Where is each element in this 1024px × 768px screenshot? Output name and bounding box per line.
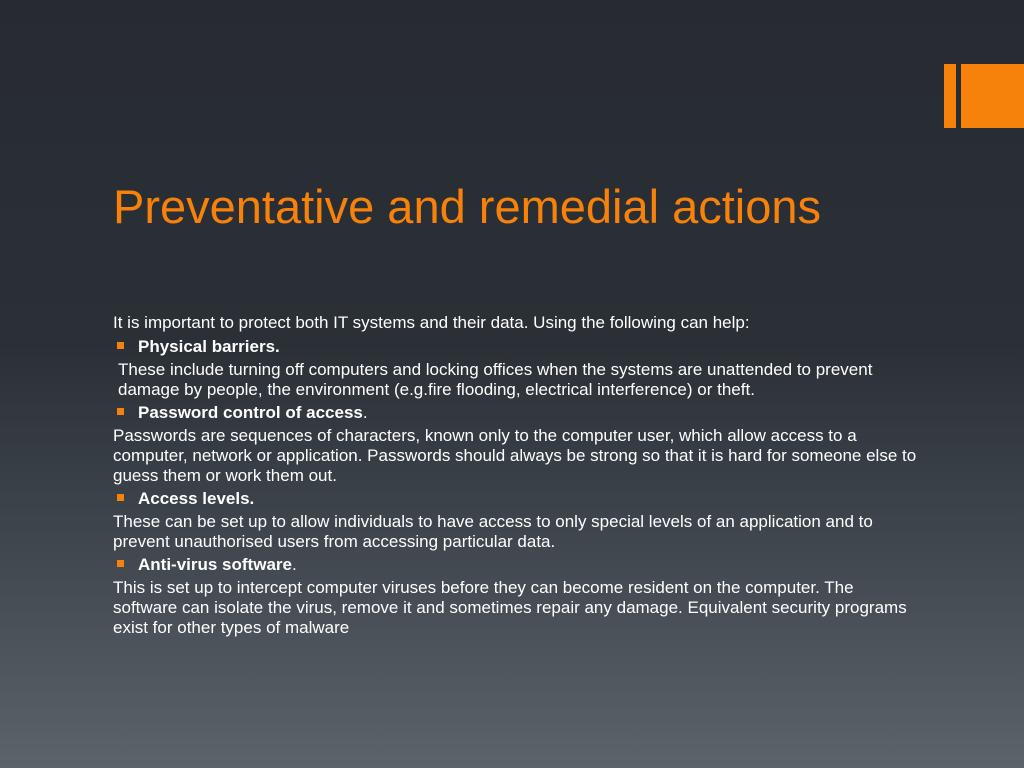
bullet-physical-barriers xyxy=(113,337,918,357)
section-body: These include turning off computers and locking offices when the systems are unattended to prevent damage by people, the environment (e.g.fire flooding, electrical interference) or theft. xyxy=(118,360,873,399)
section-body: This is set up to intercept computer viruses before they can become resident on the computer. The software can isolate the virus, remove it and sometimes repair any damage. Equivalent security programs exist for other types of malware xyxy=(113,578,907,637)
bullet-square-icon xyxy=(117,494,124,501)
bullet-access-levels xyxy=(113,489,918,509)
bullet-square-icon xyxy=(117,408,124,415)
accent-bar-block xyxy=(961,64,1024,128)
bullet-heading: Password control of access xyxy=(138,403,363,422)
bullet-heading-suffix: . xyxy=(291,555,297,574)
intro-text: It is important to protect both IT systems and their data. Using the following can help: xyxy=(113,313,750,332)
section-body: Passwords are sequences of characters, known only to the computer user, which allow access to a computer, network or application. Passwords should always be strong so that it is hard for someone else to guess them or work them out. xyxy=(113,426,917,485)
section-body: These can be set up to allow individuals to have access to only special levels of an application and to prevent unauthorised users from accessing particular data. xyxy=(113,512,873,551)
bullet-heading: Physical barriers. xyxy=(138,337,280,356)
bullet-anti-virus xyxy=(113,555,918,575)
bullet-heading-suffix: . xyxy=(362,403,368,422)
bullet-square-icon xyxy=(117,560,124,567)
slide-content xyxy=(113,313,918,641)
bullet-heading: Access levels. xyxy=(138,489,255,508)
bullet-password-control xyxy=(113,403,918,423)
bullet-heading: Anti-virus software xyxy=(138,555,292,574)
slide-title: Preventative and remedial actions xyxy=(113,180,822,233)
bullet-square-icon xyxy=(117,342,124,349)
accent-bar-thin xyxy=(944,64,956,128)
